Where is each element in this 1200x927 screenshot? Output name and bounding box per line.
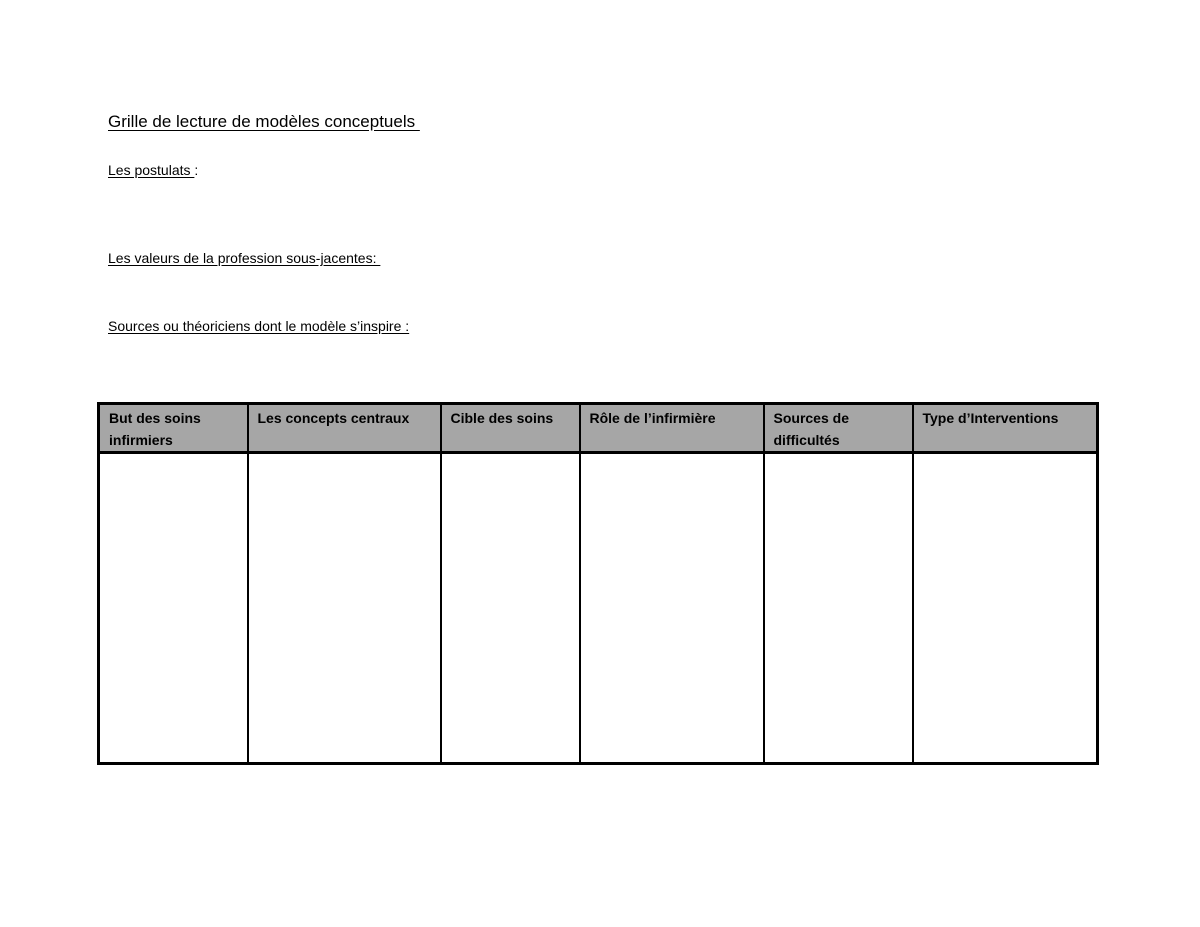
cell-role-infirmiere[interactable] — [580, 453, 764, 764]
reading-grid-table — [97, 402, 1099, 765]
document-title: Grille de lecture de modèles conceptuels — [108, 112, 420, 131]
postulats-label: Les postulats — [108, 162, 195, 178]
postulats-colon: : — [194, 162, 199, 178]
header-type-interventions: Type d’Interventions — [913, 404, 1098, 453]
cell-sources-difficultes[interactable] — [764, 453, 913, 764]
sources-label: Sources ou théoriciens dont le modèle s’inspire : — [108, 318, 410, 334]
valeurs-label: Les valeurs de la profession sous-jacentes: — [108, 250, 381, 266]
cell-but-des-soins[interactable] — [99, 453, 248, 764]
table-row — [99, 453, 1098, 764]
table-header-row — [99, 404, 1098, 453]
cell-cible-des-soins[interactable] — [441, 453, 580, 764]
header-sources-difficultes: Sources de difficultés — [764, 404, 913, 453]
header-role-infirmiere: Rôle de l’infirmière — [580, 404, 764, 453]
cell-concepts-centraux[interactable] — [248, 453, 441, 764]
cell-type-interventions[interactable] — [913, 453, 1098, 764]
header-but-des-soins: But des soins infirmiers — [99, 404, 248, 453]
section-postulats — [108, 162, 198, 178]
header-concepts-centraux: Les concepts centraux — [248, 404, 441, 453]
section-valeurs — [108, 250, 380, 266]
section-sources — [108, 318, 409, 334]
header-cible-des-soins: Cible des soins — [441, 404, 580, 453]
